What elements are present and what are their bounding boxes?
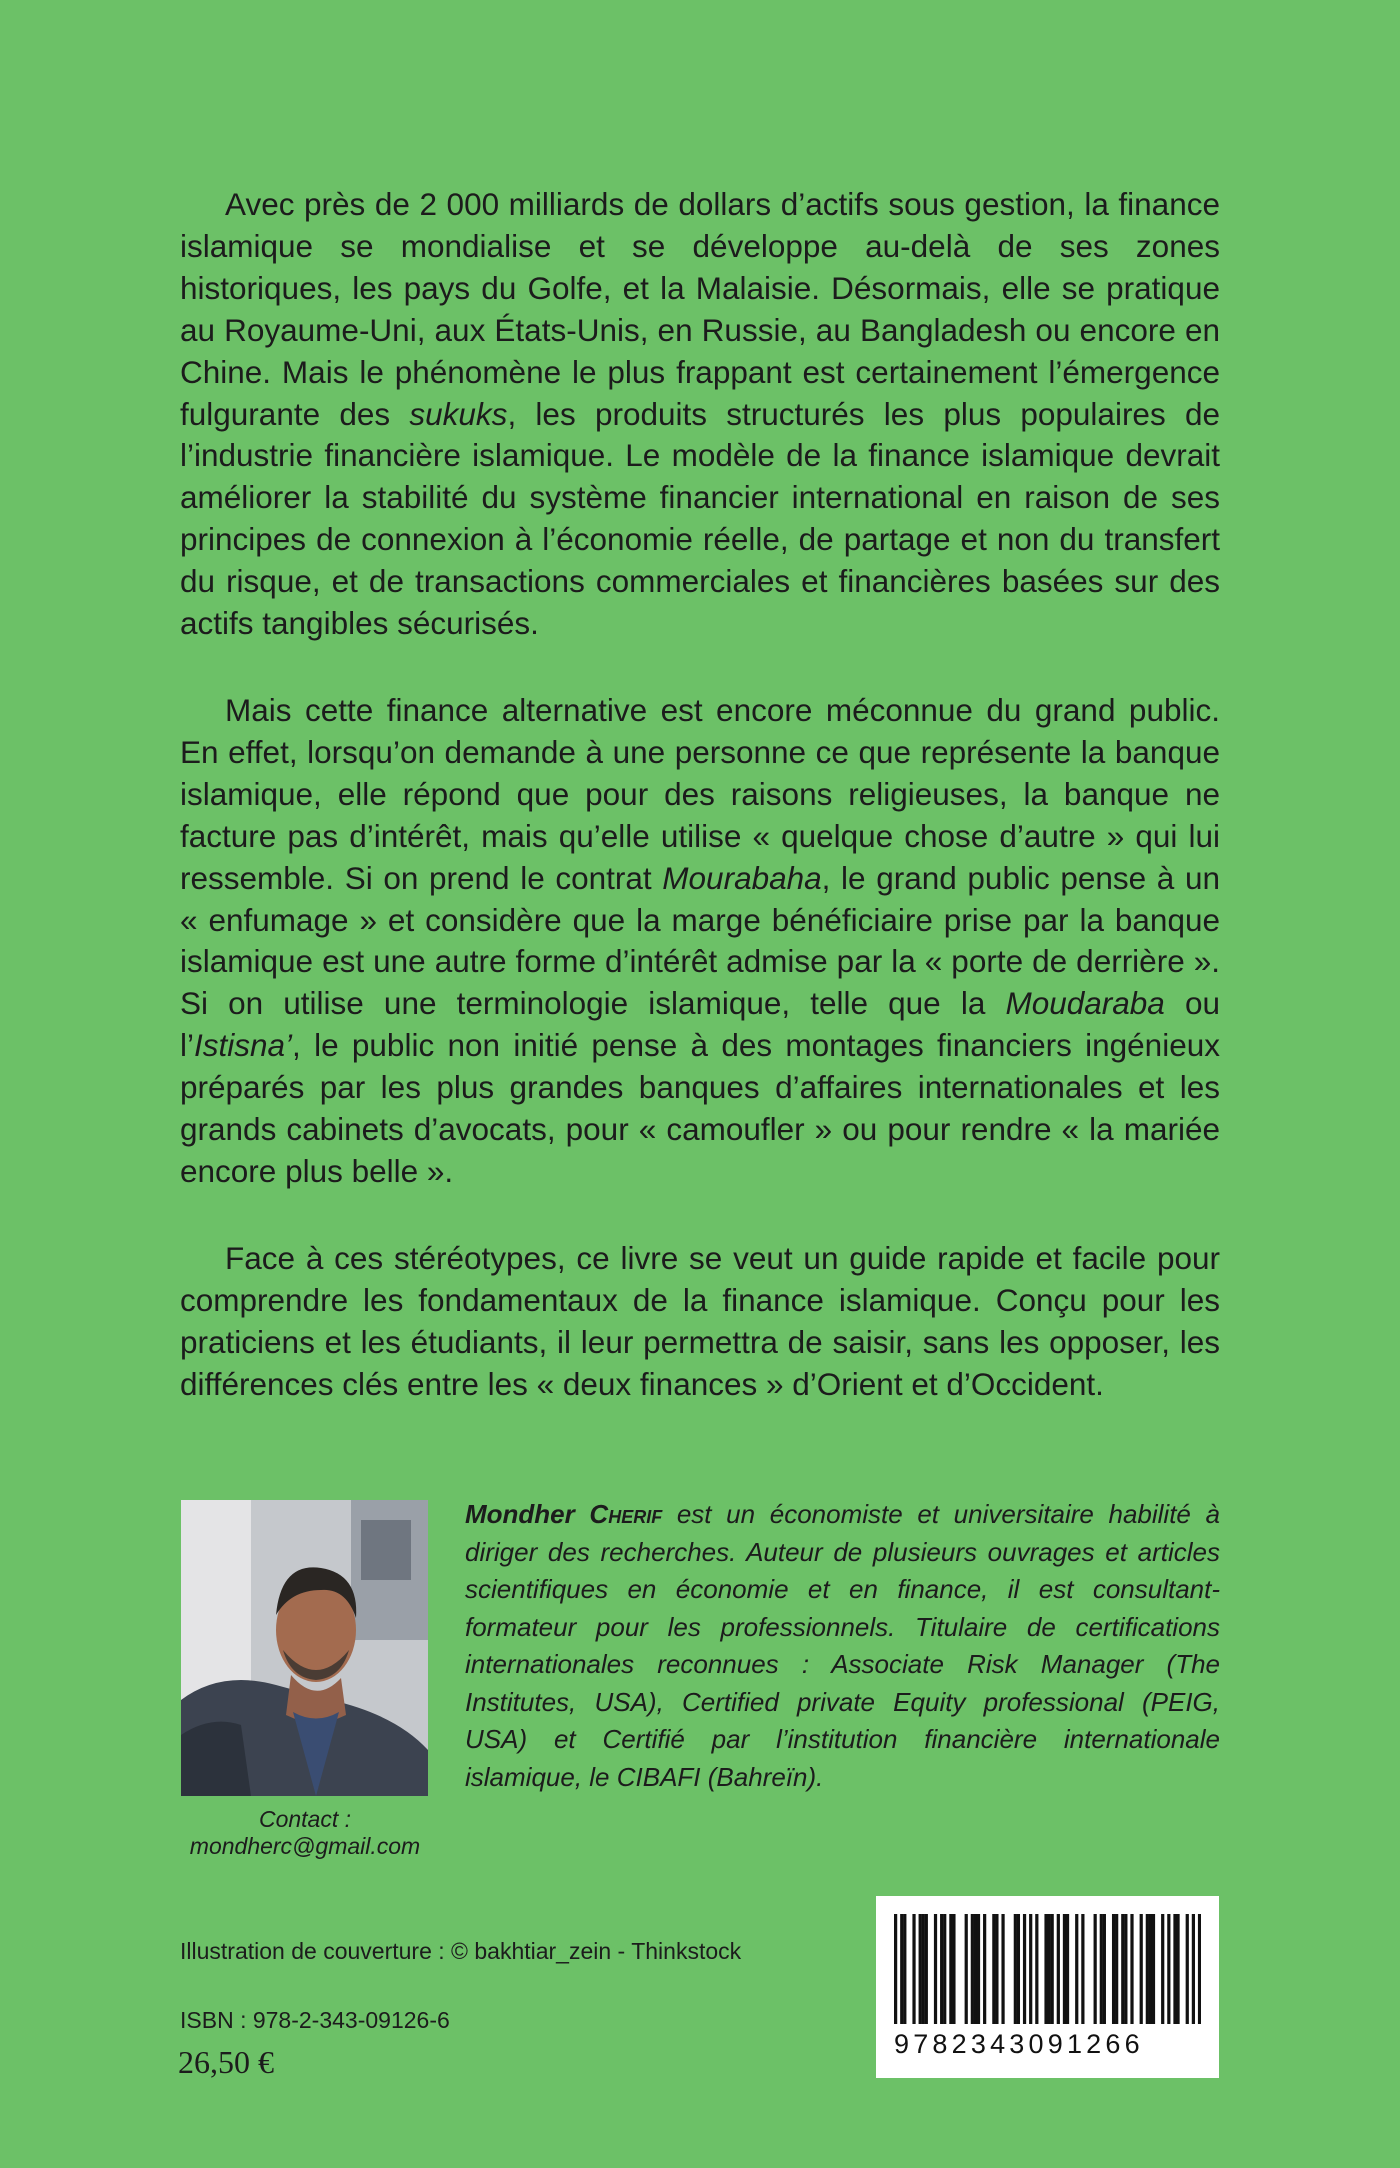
barcode-bar — [992, 1914, 995, 2024]
text-run: Face à ces stéréotypes, ce livre se veut un guide rapide et facile pour comprendre les fondamentaux de la finance islamique. Conçu pour les praticiens et les étudiants, il leur permettra de saisir, sans les opposer, les différences clés entre les « deux finances » d’Orient et d’Occident. — [180, 1240, 1220, 1402]
author-bio — [465, 1496, 1220, 1796]
barcode-bar — [1044, 1914, 1047, 2024]
barcode-bar — [919, 1914, 922, 2024]
price: 26,50 € — [178, 2044, 274, 2080]
barcode-digits: 9782343091266 — [894, 2029, 1144, 2059]
barcode-bar — [912, 1914, 915, 2024]
barcode-bar — [1176, 1914, 1179, 2024]
barcode-bar — [1063, 1914, 1066, 2024]
barcode-bar — [925, 1914, 928, 2024]
barcode-bar — [1173, 1914, 1176, 2024]
italic-term: Istisna’ — [194, 1027, 293, 1064]
barcode-bar — [1112, 1914, 1115, 2024]
barcode — [876, 1896, 1219, 2078]
barcode-bar — [1035, 1914, 1038, 2024]
barcode-bar — [952, 1914, 955, 2024]
barcode-bar — [903, 1914, 906, 2024]
barcode-bar — [1014, 1914, 1017, 2024]
barcode-bar — [974, 1914, 977, 2024]
barcode-bar — [1001, 1914, 1004, 2024]
paragraph-1 — [180, 184, 1220, 645]
barcode-bar — [1051, 1914, 1054, 2024]
barcode-bar — [1121, 1914, 1124, 2024]
contact-label: Contact : — [258, 1806, 352, 1832]
text-run: , les produits structurés les plus populaires de l’industrie financière islamique. Le modèle de la finance islamique devrait améliorer la stabilité du système financier international en raison de ses principes de connexion à l’économie réelle, de partage et non du transfert du risque, et de transactions commerciales et financières basées sur des actifs tangibles sécurisés. — [180, 395, 1220, 642]
barcode-bar — [1146, 1914, 1149, 2024]
barcode-bar — [971, 1914, 974, 2024]
italic-term: Moudaraba — [1005, 985, 1165, 1022]
barcode-bar — [1192, 1914, 1195, 2024]
barcode-bar — [1100, 1914, 1103, 2024]
isbn: ISBN : 978-2-343-09126-6 — [180, 2007, 450, 2033]
text-run: Mais cette finance alternative est encore méconnue du grand public. En effet, lorsqu’on demande à une personne ce que représente la banque islamique, elle répond que pour des raisons religieuses, la banque ne facture pas d’intérêt, mais qu’elle utilise « quelque chose d’autre » qui lui ressemble. Si on prend le contrat — [180, 692, 1220, 896]
barcode-bar — [900, 1914, 903, 2024]
cover-credit: Illustration de couverture : © bakhtiar_zein - Thinkstock — [180, 1938, 742, 1964]
barcode-bar — [1023, 1914, 1026, 2024]
barcode-bar — [934, 1914, 937, 2024]
barcode-bar — [1075, 1914, 1078, 2024]
barcode-bar — [940, 1914, 943, 2024]
barcode-bar — [943, 1914, 946, 2024]
barcode-bar — [1130, 1914, 1133, 2024]
barcode-bar — [1057, 1914, 1060, 2024]
barcode-bar — [1017, 1914, 1020, 2024]
barcode-bar — [1066, 1914, 1069, 2024]
text-run: Avec près de 2 000 milliards de dollars d’actifs sous gestion, la finance islamique se mondialise et se développe au-delà de ses zones historiques, les pays du Golfe, et la Malaisie. Désormais, elle se pratique au Royaume-Uni, aux États-Unis, en Russie, au Bangladesh ou encore en Chine. Mais le phénomène le plus frappant est certainement l’émergence fulgurante des — [180, 186, 1220, 432]
author-photo — [181, 1500, 428, 1796]
barcode-bar — [1048, 1914, 1051, 2024]
barcode-bar — [1103, 1914, 1106, 2024]
author-first-name: Mondher — [465, 1499, 575, 1529]
contact-email[interactable]: mondherc@gmail.com — [189, 1833, 421, 1859]
text-run: , le grand public pense à un « enfumage » et considère que la marge bénéficiaire prise par la banque islamique est une autre forme d’intérêt admise par la « porte de derrière ». Si on utilise une terminologie islamique, telle que la — [180, 859, 1220, 1022]
author-last-name: Cherif — [589, 1499, 663, 1529]
barcode-bar — [1149, 1914, 1152, 2024]
barcode-bars — [894, 1914, 1201, 2024]
paragraph-3 — [180, 1238, 1220, 1406]
author-bio-text: est un économiste et universitaire habilité à diriger des recherches. Auteur de plusieurs ouvrages et articles scientifiques en économie et en finance, il est consultant-formateur pour les professionnels. Titulaire de certifications internationales reconnues : Associate Risk Manager (The Institutes, USA), Certified private Equity professional (PEIG, USA) et Certifié par l’institution financière internationale islamique, le CIBAFI (Bahreïn). — [465, 1499, 1220, 1792]
barcode-bar — [1094, 1914, 1097, 2024]
italic-term: sukuks — [409, 395, 508, 432]
barcode-bar — [965, 1914, 968, 2024]
text-run: , le public non initié pense à des montages financiers ingénieux préparés par les plus grandes banques d’affaires internationales et les grands cabinets d’avocats, pour « camoufler » ou pour rendre « la mariée encore plus belle ». — [180, 1027, 1220, 1189]
barcode-bar — [977, 1914, 980, 2024]
barcode-bar — [1186, 1914, 1189, 2024]
barcode-bar — [1167, 1914, 1170, 2024]
barcode-bar — [1161, 1914, 1164, 2024]
barcode-bar — [1198, 1914, 1201, 2024]
barcode-bar — [894, 1914, 897, 2024]
text-run: ou l’ — [180, 985, 1220, 1064]
barcode-bar — [1029, 1914, 1032, 2024]
barcode-bar — [1152, 1914, 1155, 2024]
italic-term: Mourabaha — [662, 859, 822, 896]
barcode-bar — [949, 1914, 952, 2024]
barcode-bar — [983, 1914, 986, 2024]
barcode-bar — [1124, 1914, 1127, 2024]
paragraph-2 — [180, 690, 1220, 1193]
barcode-bar — [1140, 1914, 1143, 2024]
author-contact — [160, 1806, 450, 1860]
barcode-bar — [1115, 1914, 1118, 2024]
barcode-bar — [995, 1914, 998, 2024]
barcode-bar — [922, 1914, 925, 2024]
barcode-bar — [1081, 1914, 1084, 2024]
